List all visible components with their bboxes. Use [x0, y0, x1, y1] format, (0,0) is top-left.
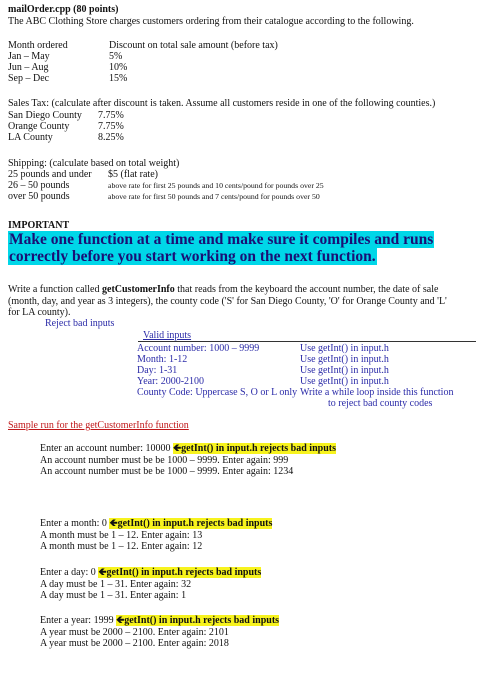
document-title: mailOrder.cpp (80 points) [8, 4, 119, 15]
shipping-weight: over 50 pounds [8, 191, 70, 202]
valid-input-field: Day: 1-31 [137, 365, 178, 376]
sample-output-line: An account number must be be 1000 – 9999. Enter again: 1234 [40, 466, 294, 477]
sample-output-line: A day must be 1 – 31. Enter again: 1 [40, 590, 187, 601]
tax-rate: 7.75% [98, 121, 124, 132]
shipping-weight: 25 pounds and under [8, 169, 92, 180]
valid-input-note-extra: to reject bad county codes [328, 398, 433, 409]
sample-prompt: Enter a year: 1999 [40, 615, 117, 626]
tax-rate: 7.75% [98, 110, 124, 121]
valid-input-note: Use getInt() in input.h [300, 343, 389, 354]
tax-county: Orange County [8, 121, 70, 132]
important-line-1: Make one function at a time and make sure it compiles and runs [9, 231, 434, 248]
valid-input-note: Use getInt() in input.h [300, 365, 389, 376]
hint-callout [116, 615, 279, 626]
valid-input-field: County Code: Uppercase S, O or L only [137, 387, 298, 398]
discount-month: Sep – Dec [8, 73, 50, 84]
sample-prompt: Enter an account number: 10000 [40, 443, 174, 454]
hint-callout [173, 443, 336, 454]
left-arrow-icon: 🡸 [98, 567, 107, 578]
sample-output-line: A year must be 2000 – 2100. Enter again: 2101 [40, 627, 229, 638]
left-arrow-icon: 🡸 [173, 443, 182, 454]
shipping-rate: above rate for first 25 pounds and 10 cents/pound for pounds over 25 [108, 181, 324, 190]
valid-input-field: Year: 2000-2100 [137, 376, 205, 387]
intro-text: The ABC Clothing Store charges customers ordering from their catalogue according to the following. [8, 16, 414, 27]
discount-rate: 10% [109, 62, 128, 73]
task-line-2: (month, day, and year as 3 integers), the county code ('S' for San Diego County, 'O' for Orange County and 'L' [8, 296, 447, 307]
shipping-rate: $5 (flat rate) [108, 169, 158, 180]
shipping-weight: 26 – 50 pounds [8, 180, 70, 191]
tax-county: San Diego County [8, 110, 82, 121]
sample-output-line: A month must be 1 – 12. Enter again: 13 [40, 530, 203, 541]
discount-month: Jan – May [8, 51, 50, 62]
sample-prompt-line [40, 443, 336, 455]
discount-month: Jun – Aug [8, 62, 49, 73]
sample-prompt: Enter a day: 0 [40, 567, 99, 578]
sample-run-heading: Sample run for the getCustomerInfo function [8, 420, 189, 431]
valid-inputs-heading: Valid inputs [143, 330, 192, 341]
valid-input-field: Month: 1-12 [137, 354, 188, 365]
important-line-2: correctly before you start working on the next function. [9, 248, 376, 265]
sample-prompt-line [40, 567, 261, 579]
important-label: IMPORTANT [8, 220, 70, 231]
sample-prompt-line [40, 615, 279, 627]
valid-input-note: Use getInt() in input.h [300, 376, 389, 387]
hint-text: getInt() in input.h rejects bad inputs [124, 615, 280, 626]
sales-tax-heading: Sales Tax: (calculate after discount is taken. Assume all customers reside in one of the following counties.) [8, 98, 436, 109]
discount-col-month-header: Month ordered [8, 40, 68, 51]
function-name: getCustomerInfo [102, 284, 175, 295]
task-line-1 [8, 284, 438, 296]
sample-prompt-line [40, 518, 272, 530]
hint-text: getInt() in input.h rejects bad inputs [181, 443, 336, 454]
tax-rate: 8.25% [98, 132, 124, 143]
discount-rate: 5% [109, 51, 123, 62]
left-arrow-icon: 🡸 [116, 615, 125, 626]
sample-output-line: An account number must be be 1000 – 9999. Enter again: 999 [40, 455, 289, 466]
hint-text: getInt() in input.h rejects bad inputs [106, 567, 262, 578]
sample-output-line: A month must be 1 – 12. Enter again: 12 [40, 541, 203, 552]
left-arrow-icon: 🡸 [109, 518, 118, 529]
valid-input-note: Use getInt() in input.h [300, 354, 389, 365]
discount-rate: 15% [109, 73, 128, 84]
shipping-heading: Shipping: (calculate based on total weight) [8, 158, 180, 169]
tax-county: LA County [8, 132, 53, 143]
hint-callout [109, 518, 272, 529]
valid-input-note: Write a while loop inside this function [300, 387, 454, 398]
reject-note: Reject bad inputs [45, 318, 115, 329]
sample-prompt: Enter a month: 0 [40, 518, 110, 529]
sample-output-line: A year must be 2000 – 2100. Enter again: 2018 [40, 638, 229, 649]
task-line-1-pre: Write a function called [8, 284, 102, 295]
hint-callout [98, 567, 261, 578]
hint-text: getInt() in input.h rejects bad inputs [117, 518, 273, 529]
task-line-3: for LA county). [8, 307, 71, 318]
sample-output-line: A day must be 1 – 31. Enter again: 32 [40, 579, 192, 590]
task-line-1-post: that reads from the keyboard the account number, the date of sale [174, 284, 439, 295]
discount-col-rate-header: Discount on total sale amount (before tax) [109, 40, 278, 51]
valid-input-field: Account number: 1000 – 9999 [137, 343, 260, 354]
shipping-rate: above rate for first 50 pounds and 7 cents/pound for pounds over 50 [108, 192, 320, 201]
